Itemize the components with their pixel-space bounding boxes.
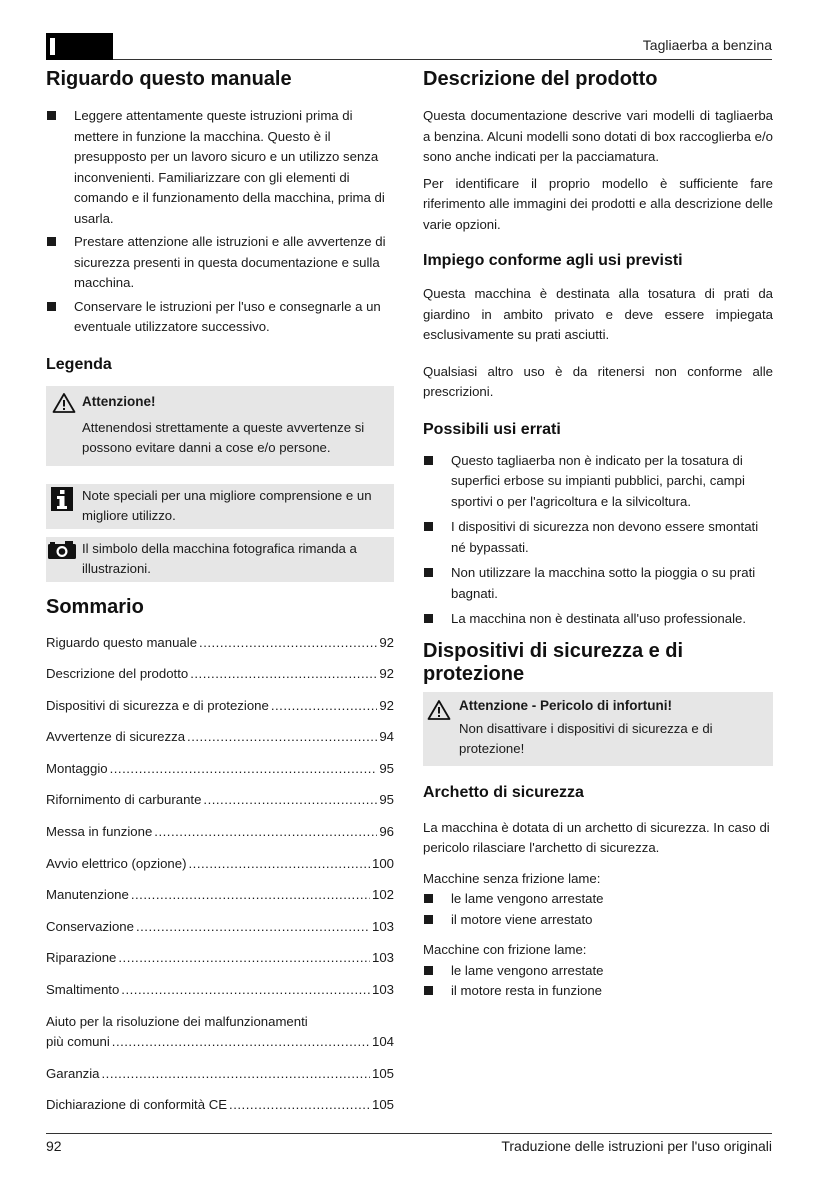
- warning-icon: [427, 699, 451, 721]
- toc-entry-label: Descrizione del prodotto: [46, 666, 189, 682]
- toc-entry[interactable]: [46, 696, 394, 728]
- toc-entry-page: 95: [379, 760, 394, 776]
- clutch-list: [423, 961, 773, 1002]
- toc-entry-page: 103: [371, 982, 394, 998]
- intended-use-heading: Impiego conforme agli usi previsti: [423, 252, 683, 269]
- toc-entry-multiline[interactable]: [46, 1012, 394, 1064]
- about-list: [46, 106, 394, 338]
- page-number: 92: [46, 1138, 62, 1154]
- list-item: il motore viene arrestato: [423, 910, 773, 931]
- toc-entry-label: Conservazione: [46, 918, 134, 934]
- safety-warning-box: [423, 692, 773, 766]
- toc-entry-page: 103: [371, 950, 394, 966]
- legend-warning-text: Attenendosi strettamente a queste avvertenze si possono evitare danni a cose e/o persone.: [82, 419, 365, 455]
- intended-use-paragraph: Qualsiasi altro uso è da ritenersi non conforme alle prescrizioni.: [423, 363, 773, 399]
- info-icon: [50, 486, 74, 512]
- safety-warning-text: Non disattivare i dispositivi di sicurezza e di protezione!: [459, 720, 713, 756]
- header-rule: [113, 59, 772, 60]
- description-paragraph: Questa documentazione descrive vari modelli di tagliaerba a benzina. Alcuni modelli sono dotati di box raccoglierba e/o sono anche indicati per la pacciamatura.: [423, 108, 773, 164]
- toc-entry-label: Montaggio: [46, 760, 108, 776]
- toc-entry-label: Rifornimento di carburante: [46, 792, 202, 808]
- toc-entry[interactable]: [46, 790, 394, 822]
- about-heading: Riguardo questo manuale: [46, 68, 292, 90]
- toc-entry-label: Messa in funzione: [46, 824, 153, 840]
- camera-icon: [47, 540, 77, 560]
- footer-rule: [46, 1133, 772, 1134]
- no-clutch-list: [423, 889, 773, 930]
- toc-entry[interactable]: [46, 885, 394, 917]
- toc-entry[interactable]: [46, 759, 394, 791]
- header-title: Tagliaerba a benzina: [642, 37, 772, 53]
- left-column: [46, 68, 394, 1127]
- toc-entry[interactable]: [46, 1064, 394, 1096]
- warning-icon: [52, 392, 76, 414]
- toc-heading: Sommario: [46, 595, 144, 618]
- list-item: il motore resta in funzione: [423, 981, 773, 1002]
- toc-entry-label: Riparazione: [46, 950, 117, 966]
- toc-entry-label: Smaltimento: [46, 982, 120, 998]
- legend-heading: Legenda: [46, 355, 112, 373]
- right-column: [423, 68, 773, 1002]
- toc-entry-label: Garanzia: [46, 1065, 100, 1081]
- list-item: Non utilizzare la macchina sotto la pioggia o su prati bagnati.: [423, 563, 773, 604]
- toc-entry-label: Manutenzione: [46, 887, 129, 903]
- intended-use-paragraph: Questa macchina è destinata alla tosatura di prati da giardino in ambito privato e deve essere impiegata esclusivamente su prati asciutti.: [423, 286, 773, 342]
- list-item: le lame vengono arrestate: [423, 961, 773, 982]
- toc-entry[interactable]: [46, 633, 394, 665]
- bail-paragraph: La macchina è dotata di un archetto di sicurezza. In caso di pericolo rilasciare l'archetto di sicurezza.: [423, 819, 770, 855]
- safety-heading: Dispositivi di sicurezza e di protezione: [423, 639, 684, 685]
- legend-warning-title: Attenzione!: [82, 393, 156, 409]
- toc-entry-page: 105: [371, 1097, 394, 1113]
- legend-info-box: [46, 484, 394, 529]
- misuse-list: [423, 451, 773, 630]
- description-paragraph: Per identificare il proprio modello è sufficiente fare riferimento alle immagini dei prodotti e alla descrizione delle varie opzioni.: [423, 175, 773, 232]
- legend-camera-text: Il simbolo della macchina fotografica rimanda a illustrazioni.: [82, 540, 357, 576]
- toc-entry-page: 105: [371, 1065, 394, 1081]
- safety-warning-title: Attenzione - Pericolo di infortuni!: [459, 697, 672, 713]
- list-item: Prestare attenzione alle istruzioni e alle avvertenze di sicurezza presenti in questa documentazione e sulla macchina.: [46, 232, 394, 294]
- toc-entry[interactable]: [46, 854, 394, 886]
- toc-entry-label: Avvio elettrico (opzione): [46, 855, 187, 871]
- toc-entry-page: 104: [371, 1033, 394, 1049]
- toc-entry[interactable]: [46, 980, 394, 1012]
- language-tab: [46, 33, 113, 60]
- legend-camera-box: [46, 537, 394, 582]
- toc-entry[interactable]: [46, 822, 394, 854]
- toc-entry-label: Riguardo questo manuale: [46, 634, 198, 650]
- misuse-heading: Possibili usi errati: [423, 420, 561, 438]
- list-item: La macchina non è destinata all'uso professionale.: [423, 609, 773, 630]
- toc-entry-label: Dichiarazione di conformità CE: [46, 1097, 228, 1113]
- toc-entry-page: 103: [371, 918, 394, 934]
- toc-entry-page: 92: [379, 634, 394, 650]
- toc-entry-page: 92: [379, 697, 394, 713]
- list-item: Questo tagliaerba non è indicato per la tosatura di superfici erbose su impianti pubblici, parchi, campi sportivi o per l'agricoltura e la silvicoltura.: [423, 451, 773, 513]
- bail-heading: Archetto di sicurezza: [423, 783, 584, 801]
- no-clutch-label: Macchine senza frizione lame:: [423, 870, 601, 886]
- toc-entry-label: Dispositivi di sicurezza e di protezione: [46, 697, 269, 713]
- toc-entry[interactable]: [46, 727, 394, 759]
- toc-entry[interactable]: [46, 664, 394, 696]
- toc-entry-label: Avvertenze di sicurezza: [46, 729, 186, 745]
- toc-entry-label: più comuni: [46, 1033, 110, 1049]
- description-heading: Descrizione del prodotto: [423, 68, 658, 90]
- toc-entry-label: Aiuto per la risoluzione dei malfunzionamenti: [46, 1013, 308, 1029]
- toc: [46, 633, 394, 1127]
- clutch-label: Macchine con frizione lame:: [423, 942, 587, 957]
- toc-entry-page: 92: [379, 666, 394, 682]
- list-item: Conservare le istruzioni per l'uso e consegnarle a un eventuale utilizzatore successivo.: [46, 297, 394, 338]
- toc-entry-page: 102: [371, 887, 394, 903]
- legend-warning-box: [46, 386, 394, 466]
- legend-info-text: Note speciali per una migliore comprensione e un migliore utilizzo.: [82, 487, 372, 523]
- list-item: I dispositivi di sicurezza non devono essere smontati né bypassati.: [423, 517, 773, 558]
- toc-entry[interactable]: [46, 948, 394, 980]
- toc-entry-page: 96: [379, 824, 394, 840]
- toc-entry-page: 94: [379, 729, 394, 745]
- toc-entry-page: 100: [371, 855, 394, 871]
- toc-entry[interactable]: [46, 1095, 394, 1127]
- footer-note: Traduzione delle istruzioni per l'uso originali: [501, 1138, 772, 1154]
- toc-entry[interactable]: [46, 917, 394, 949]
- toc-entry-page: 95: [379, 792, 394, 808]
- list-item: le lame vengono arrestate: [423, 889, 773, 910]
- list-item: Leggere attentamente queste istruzioni prima di mettere in funzione la macchina. Questo è il presupposto per un lavoro sicuro e un utilizzo senza inconvenienti. Familiarizzare con gli elementi di comando e il funzionamento della macchina, prima di usarla.: [46, 106, 394, 229]
